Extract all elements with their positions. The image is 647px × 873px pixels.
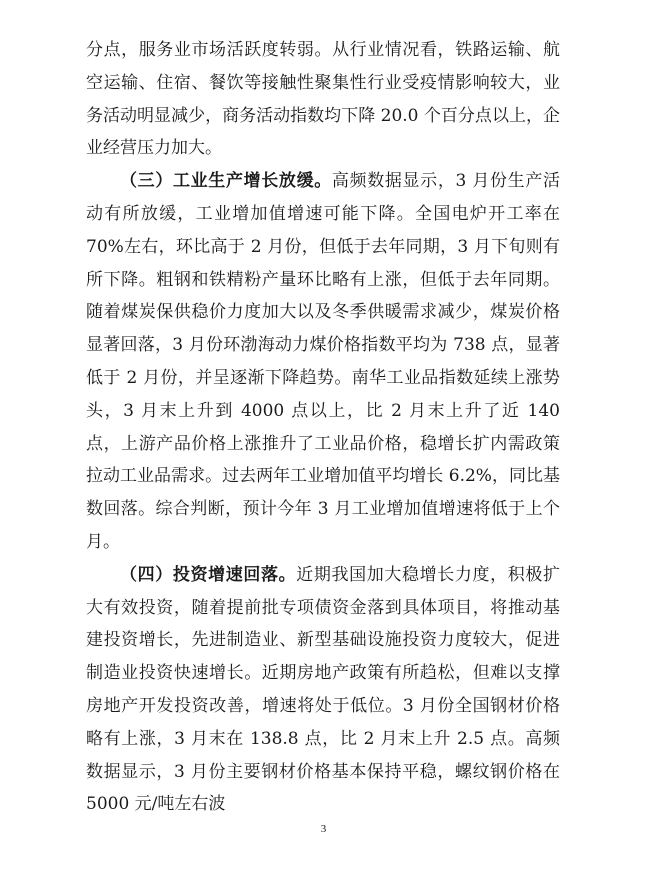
- paragraph-investment: [86, 559, 560, 821]
- body-text: [86, 34, 560, 821]
- paragraph-text: 近期我国加大稳增长力度，积极扩大有效投资，随着提前批专项债资金落到具体项目，将推动基建投资增长，先进制造业、新型基础设施投资力度较大，促进制造业投资快速增长。近期房地产政策有所趋松，但难以支撑房地产开发投资改善，增速将处于低位。3 月份全国钢材价格略有上涨，3 月末在 138.8 点，比 2 月末上升 2.5 点。高频数据显示，3 月份主要钢材价格基本保持平稳，螺纹钢价格在 5000 元/吨左右波: [86, 564, 560, 815]
- section-heading-industrial-production: （三）工业生产增长放缓。: [120, 171, 332, 192]
- paragraph-text: 高频数据显示，3 月份生产活动有所放缓，工业增加值增速可能下降。全国电炉开工率在 70%左右，环比高于 2 月份，但低于去年同期，3 月下旬则有所下降。粗钢和铁精粉产量环比略有上涨，但低于去年同期。随着煤炭保供稳价力度加大以及冬季供暖需求减少，煤炭价格显著回落，3 月份环渤海动力煤价格指数平均为 738 点，显著低于 2 月份，并呈逐渐下降趋势。南华工业品指数延续上涨势头，3 月末上升到 4000 点以上，比 2 月末上升了近 140 点，上游产品价格上涨推升了工业品价格，稳增长扩内需政策拉动工业品需求。过去两年工业增加值平均增长 6.2%，同比基数回落。综合判断，预计今年 3 月工业增加值增速将低于上个月。: [86, 171, 560, 552]
- paragraph-industrial-production: [86, 165, 560, 559]
- paragraph-text: 分点，服务业市场活跃度转弱。从行业情况看，铁路运输、航空运输、住宿、餐饮等接触性聚集性行业受疫情影响较大，业务活动明显减少，商务活动指数均下降 20.0 个百分点以上，企业经营压力加大。: [86, 40, 560, 159]
- paragraph-continued: [86, 34, 560, 165]
- page-number: 3: [320, 823, 327, 835]
- section-heading-investment: （四）投资增速回落。: [120, 564, 297, 585]
